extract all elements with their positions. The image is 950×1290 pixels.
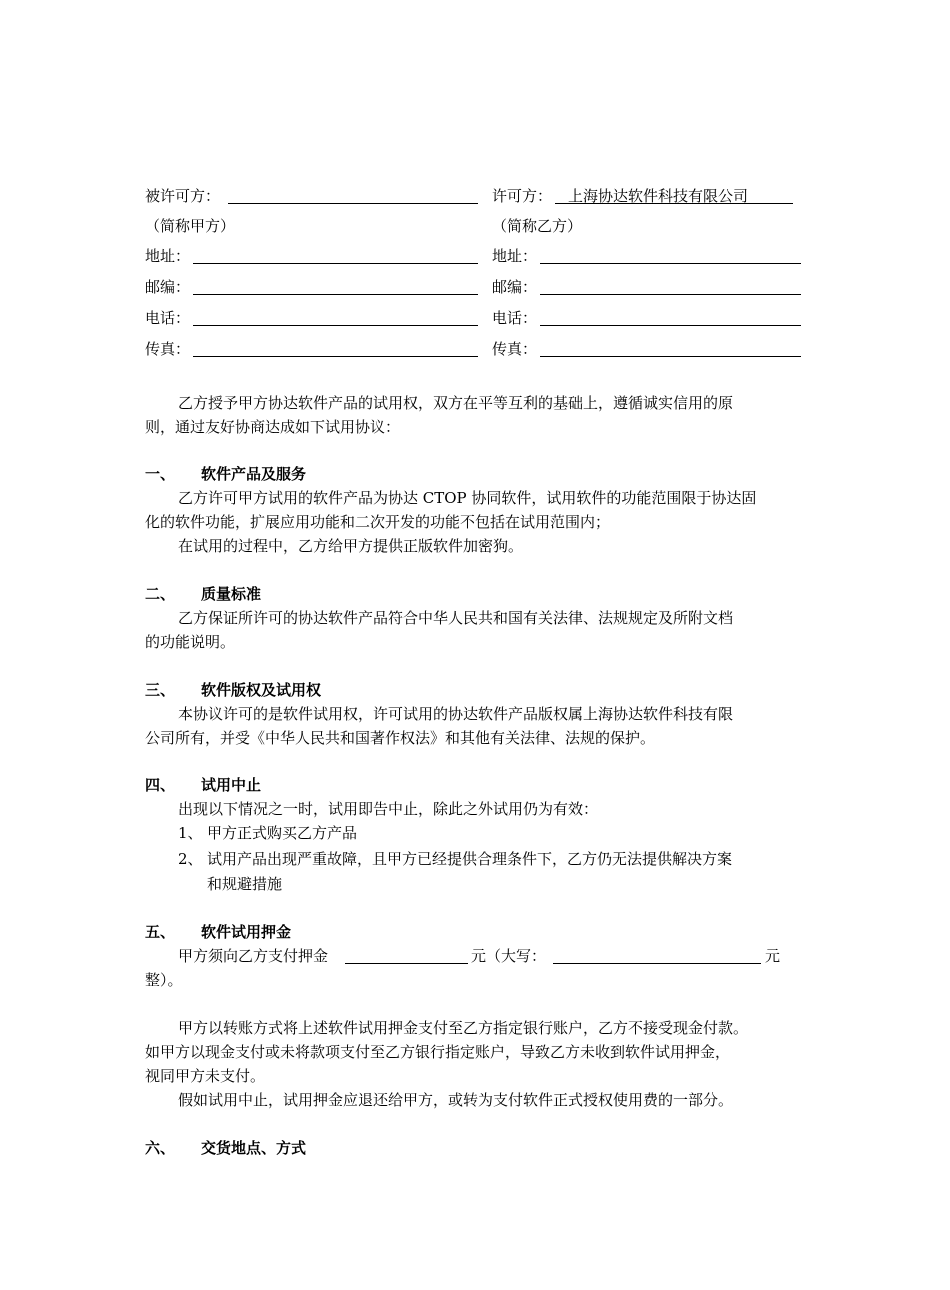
deposit-text-a: 甲方须向乙方支付押金 [178, 947, 329, 965]
deposit-text-c: 元 [765, 947, 781, 965]
section-2-number: 二、 [145, 585, 176, 603]
section-4-item2-line2: 和规避措施 [207, 875, 283, 893]
licensor-phone-field[interactable] [540, 325, 801, 326]
section-3-p1-line1: 本协议许可的是软件试用权，许可试用的协达软件产品版权属上海协达软件科技有限 [178, 705, 734, 723]
licensor-label: 许可方： [492, 187, 553, 205]
licensee-field[interactable] [228, 203, 478, 204]
section-1-p2: 在试用的过程中，乙方给甲方提供正版软件加密狗。 [178, 537, 524, 555]
section-3-title: 软件版权及试用权 [201, 681, 322, 699]
section-4-p1: 出现以下情况之一时，试用即告中止，除此之外试用仍为有效： [178, 800, 599, 818]
section-5-p2-line1: 甲方以转账方式将上述软件试用押金支付至乙方指定银行账户，乙方不接受现金付款。 [178, 1019, 749, 1037]
licensor-address-label: 地址： [492, 247, 538, 265]
section-1-title: 软件产品及服务 [201, 465, 307, 483]
deposit-uppercase-field[interactable] [553, 963, 761, 964]
licensee-phone-label: 电话： [145, 309, 191, 327]
section-2-p1-line2: 的功能说明。 [145, 633, 236, 651]
section-4-item2-number: 2、 [178, 850, 203, 868]
section-4-item2-line1: 试用产品出现严重故障，且甲方已经提供合理条件下，乙方仍无法提供解决方案 [207, 850, 733, 868]
licensor-short-name: （简称乙方） [492, 217, 583, 235]
intro-line-1: 乙方授予甲方协达软件产品的试用权，双方在平等互利的基础上，遵循诚实信用的原 [178, 394, 734, 412]
section-4-number: 四、 [145, 776, 176, 794]
licensee-postcode-field[interactable] [193, 294, 478, 295]
section-3-p1-line2: 公司所有，并受《中华人民共和国著作权法》和其他有关法律、法规的保护。 [145, 729, 656, 747]
licensee-phone-field[interactable] [193, 325, 478, 326]
section-1-number: 一、 [145, 465, 176, 483]
licensor-phone-label: 电话： [492, 309, 538, 327]
licensor-address-field[interactable] [540, 263, 801, 264]
section-4-item1-number: 1、 [178, 824, 203, 842]
licensee-postcode-label: 邮编： [145, 278, 191, 296]
licensor-fax-field[interactable] [540, 356, 801, 357]
licensee-fax-label: 传真： [145, 340, 191, 358]
deposit-text-b: 元（大写： [471, 947, 547, 965]
section-6-title: 交货地点、方式 [201, 1139, 307, 1157]
licensor-postcode-field[interactable] [540, 294, 801, 295]
section-4-item1: 甲方正式购买乙方产品 [207, 824, 358, 842]
licensee-address-label: 地址： [145, 247, 191, 265]
licensee-address-field[interactable] [193, 263, 478, 264]
licensor-value: 上海协达软件科技有限公司 [568, 187, 749, 205]
licensee-fax-field[interactable] [193, 356, 478, 357]
deposit-text-d: 整）。 [145, 971, 183, 989]
licensee-short-name: （简称甲方） [145, 217, 236, 235]
section-5-number: 五、 [145, 923, 176, 941]
section-6-number: 六、 [145, 1139, 176, 1157]
section-5-p2-line3: 视同甲方未支付。 [145, 1067, 266, 1085]
section-2-p1-line1: 乙方保证所许可的协达软件产品符合中华人民共和国有关法律、法规规定及所附文档 [178, 609, 734, 627]
licensee-label: 被许可方： [145, 187, 221, 205]
intro-line-2: 则，通过友好协商达成如下试用协议： [145, 418, 401, 436]
section-1-p1-line1: 乙方许可甲方试用的软件产品为协达 CTOP 协同软件，试用软件的功能范围限于协达固 [178, 489, 757, 507]
section-2-title: 质量标准 [201, 585, 262, 603]
section-3-number: 三、 [145, 681, 176, 699]
section-5-p3: 假如试用中止，试用押金应退还给甲方，或转为支付软件正式授权使用费的一部分。 [178, 1091, 734, 1109]
section-5-p2-line2: 如甲方以现金支付或未将款项支付至乙方银行指定账户，导致乙方未收到软件试用押金， [145, 1043, 731, 1061]
section-5-title: 软件试用押金 [201, 923, 292, 941]
licensor-fax-label: 传真： [492, 340, 538, 358]
section-4-title: 试用中止 [201, 776, 262, 794]
licensor-postcode-label: 邮编： [492, 278, 538, 296]
section-1-p1-line2: 化的软件功能，扩展应用功能和二次开发的功能不包括在试用范围内； [145, 513, 611, 531]
deposit-amount-field[interactable] [345, 963, 468, 964]
